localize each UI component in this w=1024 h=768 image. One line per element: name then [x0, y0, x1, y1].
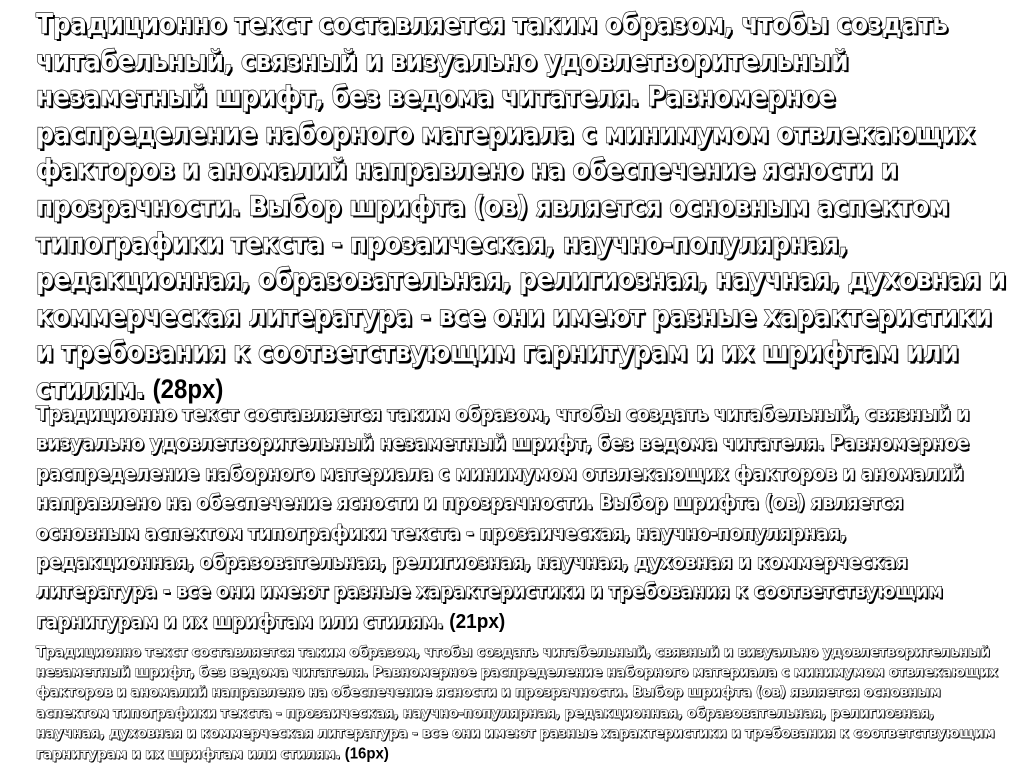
font-sample-28px: [36, 6, 1006, 409]
size-label: (28px): [152, 374, 224, 405]
sample-text: Традиционно текст составляется таким образом, чтобы создать читабельный, связный и визуально удовлетворительный незаметный шрифт, без ведома читателя. Равномерное распределение наборного материала с минимумом отвлекающих факторов и аномалий направлено на обеспечение ясности и прозрачности. Выбор шрифта (ов) является основным аспектом типографики текста - прозаическая, научно-популярная, редакционная, образовательная, религиозная, научная, духовная и коммерческая литература - все они имеют разные характеристики и требования к соответствующим гарнитурам и их шрифтам или стилям.: [36, 644, 998, 763]
font-sample-21px: [36, 400, 1006, 637]
size-label: (16px): [344, 744, 389, 763]
font-sample-16px: [36, 643, 1006, 765]
sample-text: Традиционно текст составляется таким образом, чтобы создать читабельный, связный и визуально удовлетворительный незаметный шрифт, без ведома читателя. Равномерное распределение наборного материала с минимумом отвлекающих факторов и аномалий направлено на обеспечение ясности и прозрачности. Выбор шрифта (ов) является основным аспектом типографики текста - прозаическая, научно-популярная, редакционная, образовательная, религиозная, научная, духовная и коммерческая литература - все они имеют разные характеристики и требования к соответствующим гарнитурам и их шрифтам или стилям.: [36, 403, 970, 634]
size-label: (21px): [449, 610, 506, 634]
sample-text: Традиционно текст составляется таким образом, чтобы создать читабельный, связный и визуально удовлетворительный незаметный шрифт, без ведома читателя. Равномерное распределение наборного материала с минимумом отвлекающих факторов и аномалий направлено на обеспечение ясности и прозрачности. Выбор шрифта (ов) является основным аспектом типографики текста - прозаическая, научно-популярная, редакционная, образовательная, религиозная, научная, духовная и коммерческая литература - все они имеют разные характеристики и требования к соответствующим гарнитурам и их шрифтам или стилям.: [36, 7, 1006, 405]
